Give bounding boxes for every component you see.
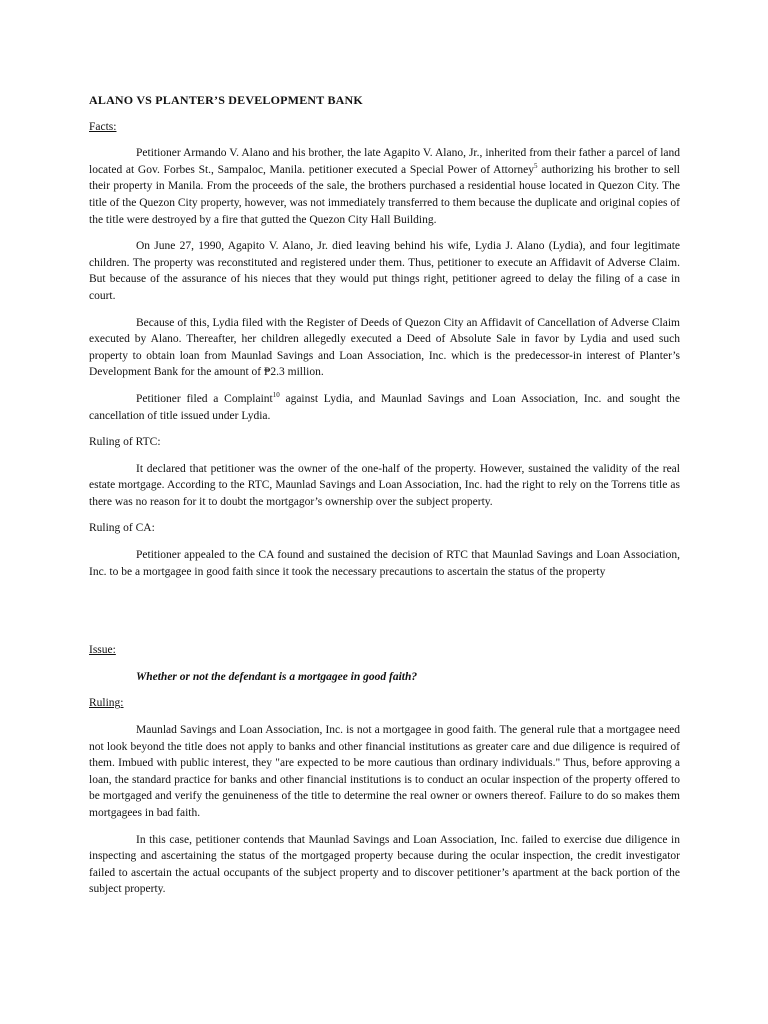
ca-paragraph: Petitioner appealed to the CA found and sustained the decision of RTC that Maunlad Savings and Loan Association, Inc. to be a mortgagee in good faith since it took the necessary precautions to ascertain the status of the property [89, 549, 680, 578]
footnote-ref-10: 10 [272, 391, 280, 400]
spacer [89, 590, 680, 642]
facts-p4-text-a: Petitioner filed a Complaint [136, 392, 273, 405]
facts-paragraph-1 [89, 145, 680, 228]
facts-p1-text-a: Petitioner Armando V. Alano and his brother, the late Agapito V. Alano, Jr., inherited from their father a parcel of land located at Gov. Forbes St., Sampaloc, Manila. petitioner executed a Special Power of Attorney [89, 147, 680, 176]
facts-paragraph-2: On June 27, 1990, Agapito V. Alano, Jr. died leaving behind his wife, Lydia J. Alano (Lydia), and four legitimate children. The property was reconstituted and registered under them. Thus, petitioner to execute an Affidavit of Adverse Claim. But because of the assurance of his nieces that they would put things right, petitioner agreed to delay the filing of a case in court. [89, 240, 680, 302]
facts-paragraph-3: Because of this, Lydia filed with the Register of Deeds of Quezon City an Affidavit of Cancellation of Adverse Claim executed by Alano. Thereafter, her children allegedly executed a Deed of Absolute Sale in favor by Lydia and used such property to obtain loan from Maunlad Savings and Loan Association, Inc. which is the predecessor-in interest of Planter’s Development Bank for the amount of ₱2.3 million. [89, 316, 680, 379]
ruling-paragraph-1: Maunlad Savings and Loan Association, Inc. is not a mortgagee in good faith. The general rule that a mortgagee need not look beyond the title does not apply to banks and other financial institutions as greater care and due diligence is required of them. Imbued with public interest, they "are expected to be more cautious than ordinary individuals." Thus, before approving a loan, the standard practice for banks and other financial institutions is to conduct an ocular inspection of the property offered to be mortgaged and verify the genuineness of the title to determine the real owner or owners thereof. Failure to do so makes them mortgagees in bad faith. [89, 724, 680, 819]
rtc-paragraph: It declared that petitioner was the owner of the one-half of the property. However, sustained the validity of the real estate mortgage. According to the RTC, Maunlad Savings and Loan Association, Inc. had the right to rely on the Torrens title as there was no reason for it to doubt the mortgagor’s ownership over the subject property. [89, 462, 680, 508]
facts-p4-text-b: against Lydia, and Maunlad Savings and Loan Association, Inc. and sought the cancellation of title issued under Lydia. [89, 392, 680, 422]
ruling-paragraph-2: In this case, petitioner contends that Maunlad Savings and Loan Association, Inc. failed to exercise due diligence in inspecting and ascertaining the status of the mortgaged property because during the ocular inspection, the credit investigator failed to ascertain the actual occupants of the subject property and to discover petitioner’s apartment at the back portion of the subject property. [89, 833, 680, 896]
facts-heading: Facts: [89, 120, 117, 133]
facts-paragraph-4 [89, 391, 680, 424]
document-title: ALANO VS PLANTER’S DEVELOPMENT BANK [89, 93, 363, 107]
ca-heading: Ruling of CA: [89, 522, 155, 535]
ruling-heading: Ruling: [89, 697, 124, 710]
issue-heading: Issue: [89, 644, 116, 657]
rtc-heading: Ruling of RTC: [89, 436, 161, 449]
issue-question: Whether or not the defendant is a mortgagee in good faith? [136, 670, 418, 683]
facts-p1-text-b: authorizing his brother to sell their property in Manila. From the proceeds of the sale, the brothers purchased a residential house located in Quezon City. The title of the Quezon City property, however, was not immediately transferred to them because the duplicate and original copies of the title were destroyed by a fire that gutted the Quezon City Hall Building. [89, 163, 680, 226]
footnote-ref-5: 5 [534, 161, 538, 170]
